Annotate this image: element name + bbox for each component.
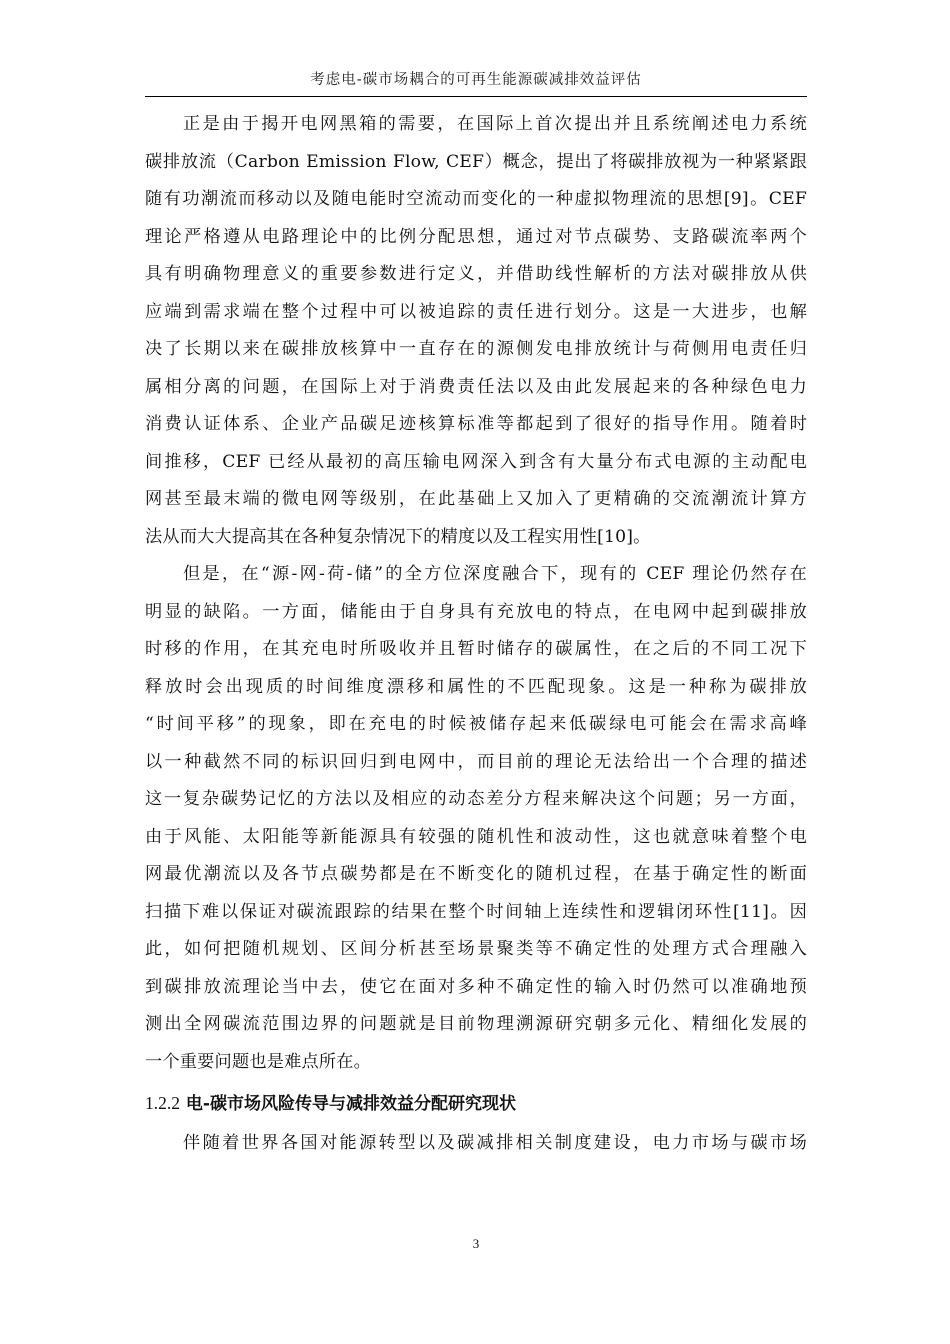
section-number: 1.2.2 xyxy=(145,1093,180,1113)
paragraph-line: 释放时会出现质的时间维度漂移和属性的不匹配现象。这是一种称为碳排放 xyxy=(145,676,807,697)
paragraph-2 xyxy=(145,556,807,1081)
paragraph-line: 应端到需求端在整个过程中可以被追踪的责任进行划分。这是一大进步，也解 xyxy=(145,301,807,322)
paragraph-line: 一个重要问题也是难点所在。 xyxy=(145,1051,372,1072)
paragraph-line: 测出全网碳流范围边界的问题就是目前物理溯源研究朝多元化、精细化发展的 xyxy=(145,1014,807,1034)
paragraph-line: 理论严格遵从电路理论中的比例分配思想，通过对节点碳势、支路碳流率两个 xyxy=(145,226,807,247)
paragraph-line: 到碳排放流理论当中去，使它在面对多种不确定性的输入时仍然可以准确地预 xyxy=(145,976,807,997)
section-heading xyxy=(145,1081,807,1125)
paragraph-line: 这一复杂碳势记忆的方法以及相应的动态差分方程来解决这个问题；另一方面， xyxy=(145,789,807,809)
paragraph-line: 网甚至最末端的微电网等级别，在此基础上又加入了更精确的交流潮流计算方 xyxy=(145,489,807,509)
paragraph-line: 正是由于揭开电网黑箱的需要，在国际上首次提出并且系统阐述电力系统 xyxy=(183,114,807,134)
paragraph-line: 时移的作用，在其充电时所吸收并且暂时储存的碳属性，在之后的不同工况下 xyxy=(145,639,807,659)
section-title: 电-碳市场风险传导与减排效益分配研究现状 xyxy=(185,1094,516,1114)
body-text xyxy=(145,106,807,1163)
paragraph-line: 明显的缺陷。一方面，储能由于自身具有充放电的特点，在电网中起到碳排放 xyxy=(145,601,807,622)
paragraph-line: 但是，在“源-网-荷-储”的全方位深度融合下，现有的 CEF 理论仍然存在 xyxy=(183,564,807,584)
paragraph-line: 以一种截然不同的标识回归到电网中，而目前的理论无法给出一个合理的描述 xyxy=(145,751,807,772)
paragraph-line: 扫描下难以保证对碳流跟踪的结果在整个时间轴上连续性和逻辑闭环性[11]。因 xyxy=(145,901,807,922)
paragraph-line: 决了长期以来在碳排放核算中一直存在的源侧发电排放统计与荷侧用电责任归 xyxy=(145,339,807,359)
paragraph-line: 由于风能、太阳能等新能源具有较强的随机性和波动性，这也就意味着整个电 xyxy=(145,826,807,847)
running-header: 考虑电-碳市场耦合的可再生能源碳减排效益评估 xyxy=(310,72,642,88)
paragraph-line: 法从而大大提高其在各种复杂情况下的精度以及工程实用性[10]。 xyxy=(145,526,651,547)
paragraph-line: 消费认证体系、企业产品碳足迹核算标准等都起到了很好的指导作用。随着时 xyxy=(145,414,807,434)
paragraph-1 xyxy=(145,106,807,556)
paragraph-line: 伴随着世界各国对能源转型以及碳减排相关制度建设，电力市场与碳市场 xyxy=(183,1133,807,1153)
paragraph-line: 属相分离的问题，在国际上对于消费责任法以及由此发展起来的各种绿色电力 xyxy=(145,376,807,397)
paragraph-line: “时间平移”的现象，即在充电的时候被储存起来低碳绿电可能会在需求高峰 xyxy=(145,714,807,734)
header-rule xyxy=(145,96,807,97)
paragraph-3 xyxy=(145,1125,807,1163)
page-number: 3 xyxy=(472,1236,480,1251)
paragraph-line: 随有功潮流而移动以及随电能时空流动而变化的一种虚拟物理流的思想[9]。CEF xyxy=(145,189,807,209)
paragraph-line: 网最优潮流以及各节点碳势都是在不断变化的随机过程，在基于确定性的断面 xyxy=(145,864,807,884)
paragraph-line: 具有明确物理意义的重要参数进行定义，并借助线性解析的方法对碳排放从供 xyxy=(145,264,807,284)
paragraph-line: 间推移，CEF 已经从最初的高压输电网深入到含有大量分布式电源的主动配电 xyxy=(145,451,807,472)
paragraph-line: 碳排放流（Carbon Emission Flow, CEF）概念，提出了将碳排放视为一种紧紧跟 xyxy=(145,151,807,172)
paragraph-line: 此，如何把随机规划、区间分析甚至场景聚类等不确定性的处理方式合理融入 xyxy=(145,939,807,959)
